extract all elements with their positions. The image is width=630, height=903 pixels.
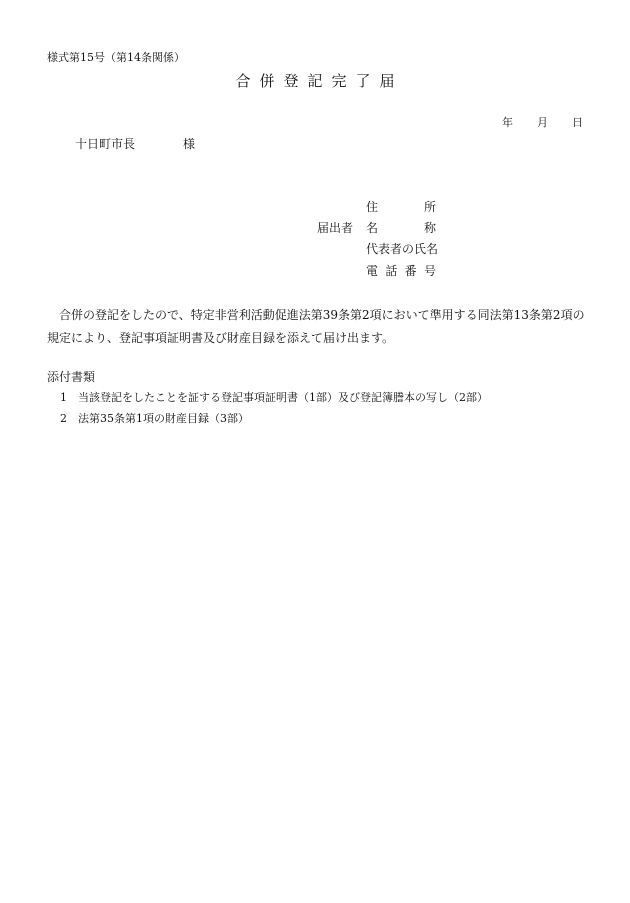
attachments-heading: 添付書類	[47, 370, 96, 384]
phone-label-text: 電話番号	[366, 264, 436, 278]
date-day-label: 日	[572, 116, 583, 129]
attachment-number: 1	[60, 391, 67, 404]
form-number: 様式第15号（第14条関係）	[47, 51, 185, 64]
representative-label-text: 代表者の氏名	[366, 242, 439, 256]
address-label-text: 住所	[366, 200, 436, 214]
representative-field-label	[366, 242, 439, 256]
attachment-text: 当該登記をしたことを証する登記事項証明書（1部）及び登記簿謄本の写し（2部）	[78, 391, 488, 404]
name-field-label	[366, 222, 436, 234]
phone-field-label	[366, 265, 436, 277]
addressee-name: 十日町市長	[75, 137, 136, 151]
date-year-label: 年	[502, 116, 513, 129]
attachment-text: 法第35条第1項の財産目録（3部）	[78, 412, 249, 425]
address-field-label	[366, 201, 436, 213]
date-month-label: 月	[537, 116, 548, 129]
body-paragraph: 合併の登記をしたので、特定非営利活動促進法第39条第2項において準用する同法第13条第2項の規定により、登記事項証明書及び財産目録を添えて届け出ます。	[47, 308, 585, 345]
attachment-item	[60, 413, 249, 424]
addressee-honorific: 様	[183, 137, 196, 151]
attachment-number: 2	[60, 412, 67, 425]
document-title: 合併登記完了届	[235, 72, 404, 90]
name-label-text: 名称	[366, 221, 436, 235]
attachment-item	[60, 392, 488, 403]
applicant-label: 届出者	[317, 221, 354, 235]
